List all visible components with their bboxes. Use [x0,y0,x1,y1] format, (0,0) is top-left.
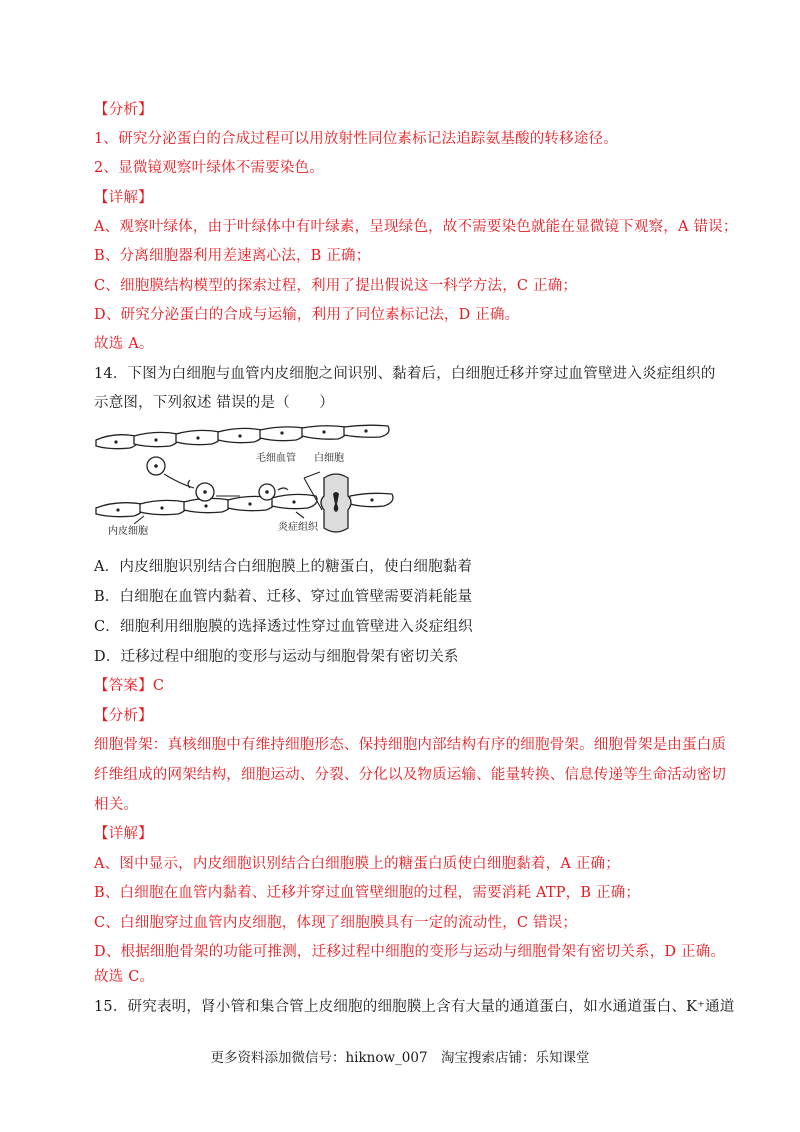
analysis-line: 2、显微镜观察叶绿体不需要染色。 [94,160,324,176]
conclusion: 故选 C。 [94,969,155,985]
analysis-line: 1、研究分泌蛋白的合成过程可以用放射性同位素标记法追踪氨基酸的转移途径。 [94,131,618,147]
detail-tag: 【详解】 [94,826,153,842]
answer-tag: 【答案】 [94,678,153,694]
analysis-tag: 【分析】 [94,102,153,118]
detail-line: A、图中显示，内皮细胞识别结合白细胞膜上的糖蛋白质使白细胞黏着，A 正确； [94,856,620,872]
detail-line: C、白细胞穿过血管内皮细胞，体现了细胞膜具有一定的流动性，C 错误； [94,915,578,931]
detail-line: B、白细胞在血管内黏着、迁移并穿过血管壁细胞的过程，需要消耗 ATP，B 正确； [94,885,641,901]
question-stem: 14．下图为白细胞与血管内皮细胞之间识别、黏着后，白细胞迁移并穿过血管壁进入炎症组织的 [94,366,716,382]
label-inflamed: 炎症组织 [278,522,318,533]
analysis-line: 细胞骨架：真核细胞中有维持细胞形态、保持细胞内部结构有序的细胞骨架。细胞骨架是由蛋白质 [94,737,727,753]
label-white-cell: 白细胞 [314,453,344,464]
detail-line: C、细胞膜结构模型的探索过程，利用了提出假说这一科学方法，C 正确； [94,278,578,294]
option-d: D．迁移过程中细胞的变形与运动与细胞骨架有密切关系 [94,649,459,665]
answer-line [94,676,164,696]
analysis-line: 相关。 [94,797,139,813]
label-capillary: 毛细血管 [256,453,296,464]
option-c: C．细胞利用细胞膜的选择透过性穿过血管壁进入炎症组织 [94,619,473,635]
detail-line: B、分离细胞器利用差速离心法，B 正确； [94,248,371,264]
detail-line: D、研究分泌蛋白的合成与运输，利用了同位素标记法，D 正确。 [94,307,520,323]
question-stem: 15．研究表明，肾小管和集合管上皮细胞的细胞膜上含有大量的通道蛋白，如水通道蛋白、K⁺通道 [94,999,735,1015]
option-b: B．白细胞在血管内黏着、迁移、穿过血管壁需要消耗能量 [94,589,473,605]
analysis-tag: 【分析】 [94,708,153,724]
answer-value: C [152,678,165,694]
detail-line: D、根据细胞骨架的功能可推测，迁移过程中细胞的变形与运动与细胞骨架有密切关系，D 正确。 [94,944,726,960]
detail-tag: 【详解】 [94,190,153,206]
analysis-line: 纤维组成的网架结构，细胞运动、分裂、分化以及物质运输、能量转换、信息传递等生命活动密切 [94,767,727,783]
label-endothelial: 内皮细胞 [108,526,148,537]
question-stem: 示意图，下列叙述 错误的是（ ） [94,395,335,411]
leukocyte-migration-diagram [90,420,410,550]
page-footer: 更多资料添加微信号：hiknow_007 淘宝搜索店铺：乐知课堂 [210,1050,590,1066]
conclusion: 故选 A。 [94,336,154,352]
detail-line: A、观察叶绿体，由于叶绿体中有叶绿素，呈现绿色，故不需要染色就能在显微镜下观察，A 错误； [94,219,738,235]
option-a: A．内皮细胞识别结合白细胞膜上的糖蛋白，使白细胞黏着 [94,559,473,575]
